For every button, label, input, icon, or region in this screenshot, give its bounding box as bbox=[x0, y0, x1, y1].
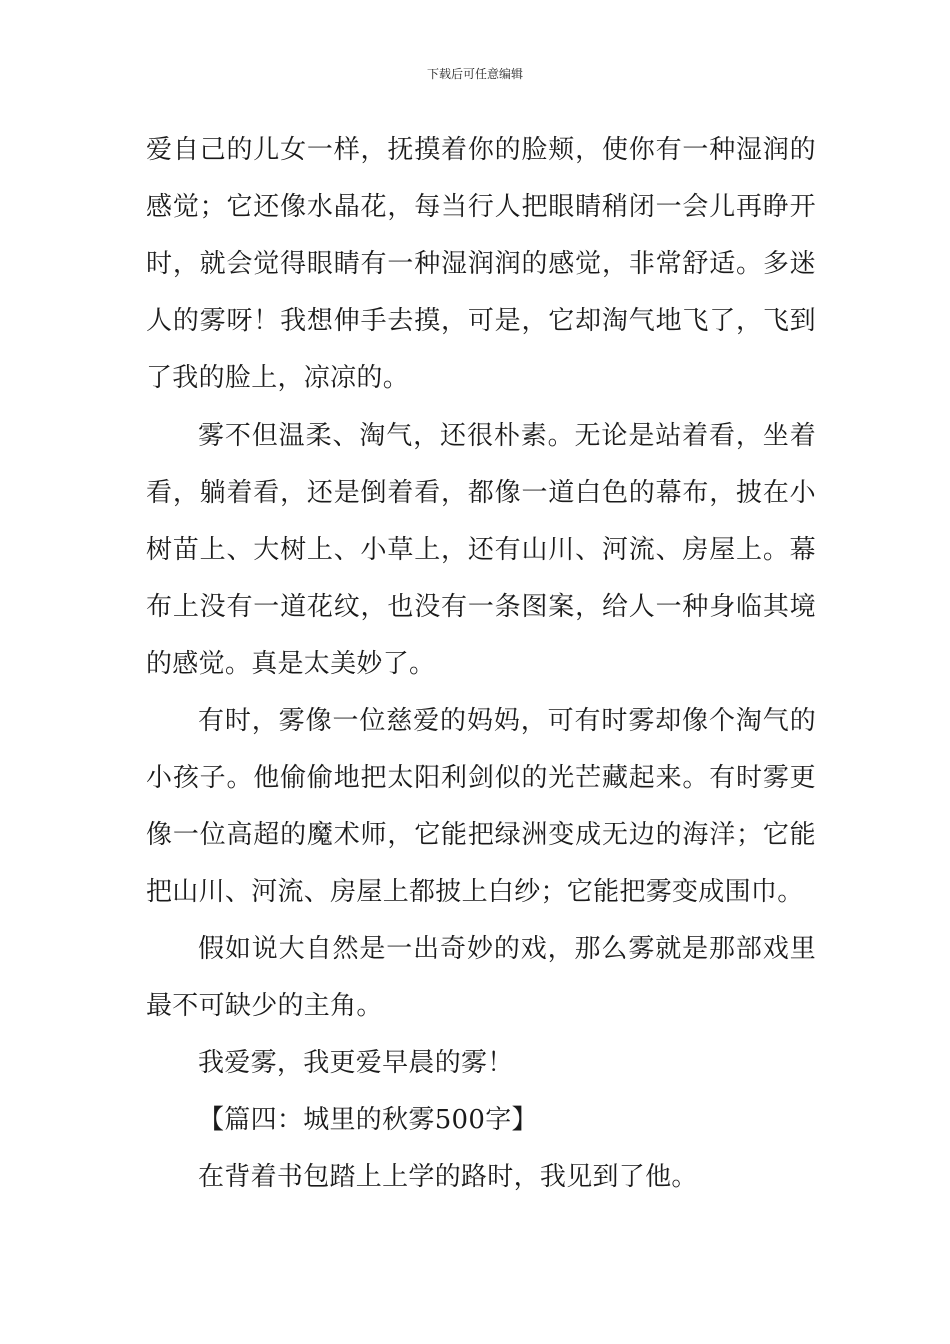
text-line: 假如说大自然是一出奇妙的戏，那么雾就是那部戏里 bbox=[198, 934, 816, 964]
text-line: 看，躺着看，还是倒着看，都像一道白色的幕布，披在小 bbox=[146, 478, 816, 508]
text-line: 时，就会觉得眼睛有一种湿润润的感觉，非常舒适。多迷 bbox=[146, 249, 816, 279]
page-header: 下载后可任意编辑 bbox=[426, 67, 523, 81]
text-line: 雾不但温柔、淘气，还很朴素。无论是站着看，坐着 bbox=[198, 421, 816, 451]
text-line: 有时，雾像一位慈爱的妈妈，可有时雾却像个淘气的 bbox=[198, 706, 816, 736]
text-line: 最不可缺少的主角。 bbox=[146, 991, 383, 1021]
text-line: 小孩子。他偷偷地把太阳利剑似的光芒藏起来。有时雾更 bbox=[146, 763, 816, 793]
text-line: 树苗上、大树上、小草上，还有山川、河流、房屋上。幕 bbox=[146, 535, 816, 565]
text-line: 爱自己的儿女一样，抚摸着你的脸颊，使你有一种湿润的 bbox=[146, 135, 816, 165]
text-line: 的感觉。真是太美妙了。 bbox=[146, 649, 436, 679]
text-line: 像一位高超的魔术师，它能把绿洲变成无边的海洋；它能 bbox=[146, 820, 816, 850]
text-line: 人的雾呀！我想伸手去摸，可是，它却淘气地飞了，飞到 bbox=[146, 306, 816, 336]
text-line: 布上没有一道花纹，也没有一条图案，给人一种身临其境 bbox=[146, 592, 816, 622]
section-heading: 【篇四：城里的秋雾500字】 bbox=[198, 1105, 538, 1135]
text-line: 感觉；它还像水晶花，每当行人把眼睛稍闭一会儿再睁开 bbox=[146, 192, 816, 222]
text-line: 了我的脸上，凉凉的。 bbox=[146, 363, 410, 393]
text-line: 我爱雾，我更爱早晨的雾！ bbox=[198, 1048, 514, 1078]
text-line: 把山川、河流、房屋上都披上白纱；它能把雾变成围巾。 bbox=[146, 877, 804, 907]
text-line: 在背着书包踏上上学的路时，我见到了他。 bbox=[198, 1162, 698, 1192]
